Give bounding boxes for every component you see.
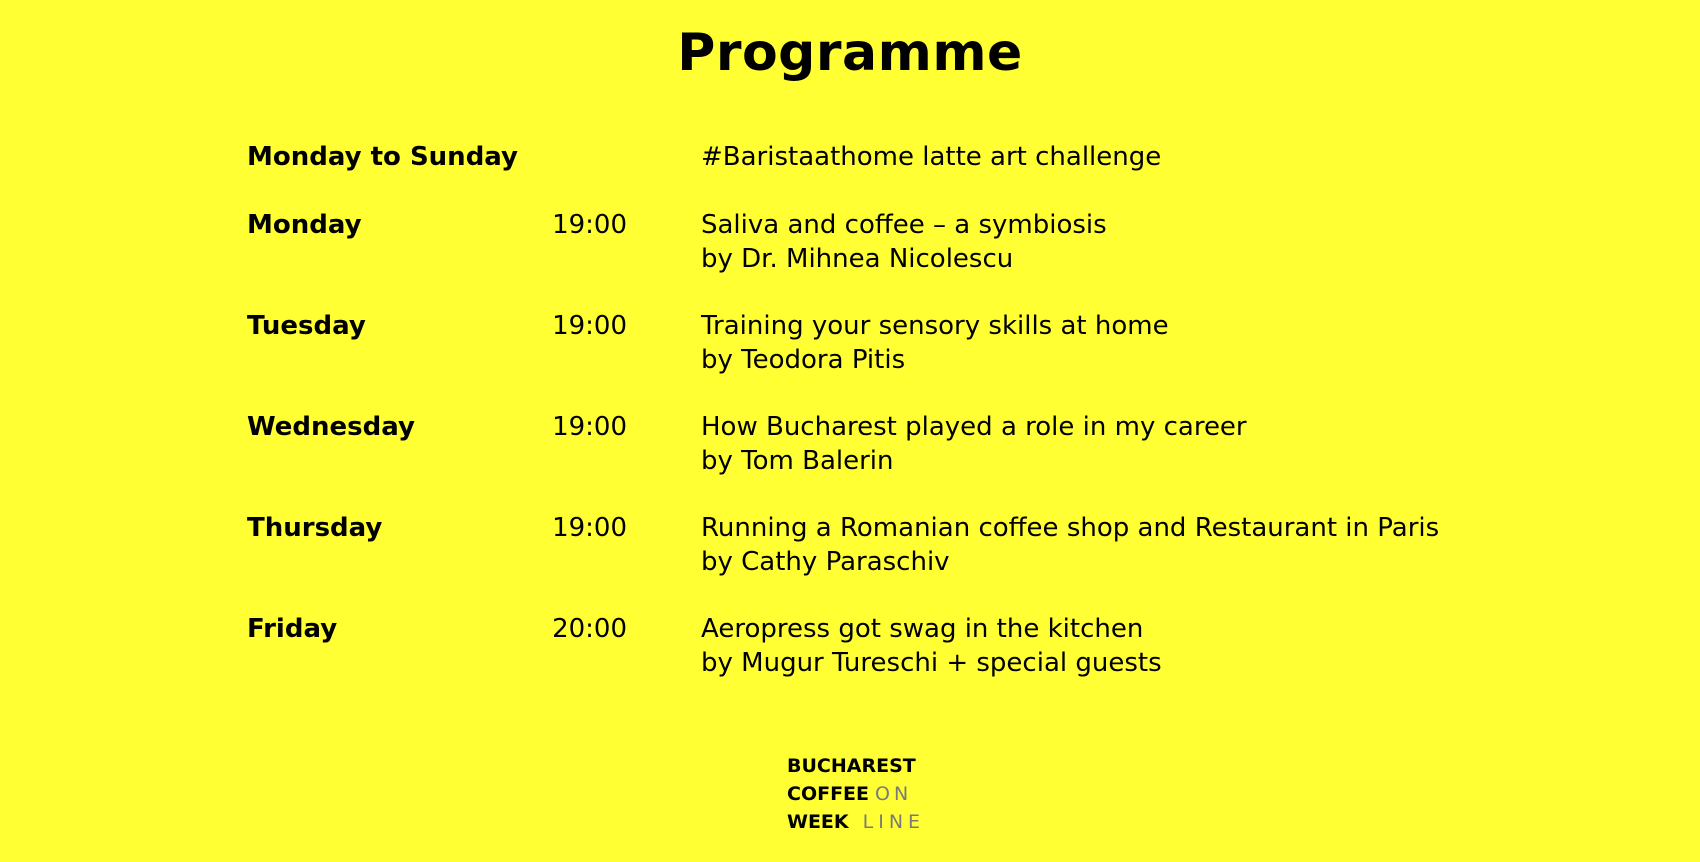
logo-accent-word: LINE <box>862 811 926 833</box>
schedule-time: 19:00 <box>552 513 627 543</box>
schedule-row <box>247 309 1547 377</box>
logo-line <box>787 808 925 836</box>
schedule-day: Friday <box>247 614 338 644</box>
schedule-event <box>701 208 1547 276</box>
logo-accent-word: ON <box>875 783 913 805</box>
event-title: Saliva and coffee – a symbiosis <box>701 210 1107 240</box>
bucharest-coffee-week-online-logo <box>787 752 925 836</box>
event-presenter: by Cathy Paraschiv <box>701 547 950 577</box>
schedule-day: Monday to Sunday <box>247 142 518 172</box>
schedule-event <box>701 140 1547 174</box>
schedule-time: 20:00 <box>552 614 627 644</box>
page-title: Programme <box>677 23 1023 83</box>
schedule-day: Tuesday <box>247 311 366 341</box>
schedule-day: Thursday <box>247 513 383 543</box>
logo-word: WEEK <box>787 811 849 833</box>
event-title: #Baristaathome latte art challenge <box>701 142 1162 172</box>
event-title: Running a Romanian coffee shop and Restaurant in Paris <box>701 513 1440 543</box>
logo-word: BUCHAREST <box>787 755 916 777</box>
schedule-row <box>247 612 1547 680</box>
logo-line <box>787 752 925 780</box>
schedule-row <box>247 208 1547 276</box>
schedule-event <box>701 309 1547 377</box>
schedule-row <box>247 410 1547 478</box>
schedule-day: Wednesday <box>247 412 415 442</box>
event-title: Training your sensory skills at home <box>701 311 1169 341</box>
event-title: Aeropress got swag in the kitchen <box>701 614 1144 644</box>
schedule-time: 19:00 <box>552 412 627 442</box>
event-presenter: by Teodora Pitis <box>701 345 906 375</box>
schedule-time: 19:00 <box>552 311 627 341</box>
schedule-row <box>247 140 1547 174</box>
logo-word: COFFEE <box>787 783 870 805</box>
event-presenter: by Tom Balerin <box>701 446 894 476</box>
logo-line <box>787 780 925 808</box>
schedule-event <box>701 511 1547 579</box>
schedule-row <box>247 511 1547 579</box>
programme-schedule <box>247 140 1547 680</box>
event-presenter: by Mugur Tureschi + special guests <box>701 648 1162 678</box>
event-presenter: by Dr. Mihnea Nicolescu <box>701 244 1014 274</box>
schedule-event <box>701 612 1547 680</box>
event-title: How Bucharest played a role in my career <box>701 412 1247 442</box>
schedule-day: Monday <box>247 210 362 240</box>
schedule-time: 19:00 <box>552 210 627 240</box>
schedule-event <box>701 410 1547 478</box>
